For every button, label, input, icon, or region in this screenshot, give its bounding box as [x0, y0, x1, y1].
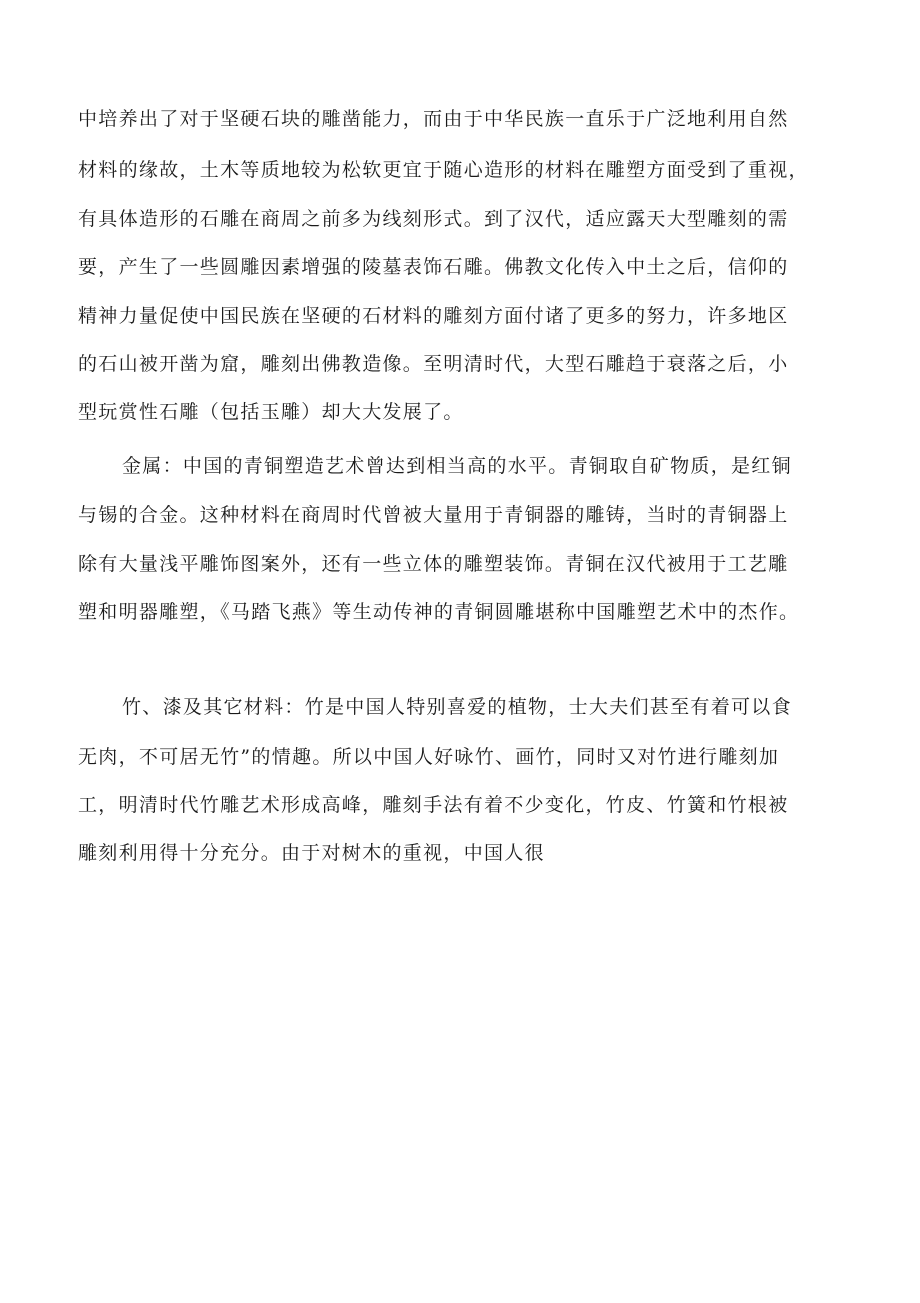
- text-line: 塑和明器雕塑，《马踏飞燕》等生动传神的青铜圆雕堪称中国雕塑艺术中的杰作。: [78, 601, 800, 623]
- text-line: 的石山被开凿为窟，雕刻出佛教造像。至明清时代，大型石雕趋于衰落之后，小: [78, 353, 789, 375]
- text-line: 竹、漆及其它材料：竹是中国人特别喜爱的植物，士大夫们甚至有着可以食: [122, 696, 792, 718]
- text-line: 精神力量促使中国民族在坚硬的石材料的雕刻方面付诸了更多的努力，许多地区: [78, 305, 789, 327]
- text-line: 要，产生了一些圆雕因素增强的陵墓表饰石雕。佛教文化传入中土之后，信仰的: [78, 256, 789, 278]
- text-line: 中培养出了对于坚硬石块的雕凿能力，而由于中华民族一直乐于广泛地利用自然: [78, 108, 789, 130]
- text-line: 金属：中国的青铜塑造艺术曾达到相当高的水平。青铜取自矿物质，是红铜: [122, 455, 792, 477]
- text-line: 型玩赏性石雕（包括玉雕）却大大发展了。: [78, 401, 464, 423]
- text-line: 有具体造形的石雕在商周之前多为线刻形式。到了汉代，适应露天大型雕刻的需: [78, 208, 789, 230]
- text-line: 与锡的合金。这种材料在商周时代曾被大量用于青铜器的雕铸，当时的青铜器上: [78, 504, 789, 526]
- text-line: 雕刻利用得十分充分。由于对树木的重视，中国人很: [78, 842, 545, 864]
- text-line: 无肉，不可居无竹”的情趣。所以中国人好咏竹、画竹，同时又对竹进行雕刻加: [78, 746, 780, 768]
- text-line: 材料的缘故，土木等质地较为松软更宜于随心造形的材料在雕塑方面受到了重视，: [78, 159, 809, 181]
- text-line: 工，明清时代竹雕艺术形成高峰，雕刻手法有着不少变化，竹皮、竹簧和竹根被: [78, 794, 789, 816]
- text-line: 除有大量浅平雕饰图案外，还有一些立体的雕塑装饰。青铜在汉代被用于工艺雕: [78, 553, 789, 575]
